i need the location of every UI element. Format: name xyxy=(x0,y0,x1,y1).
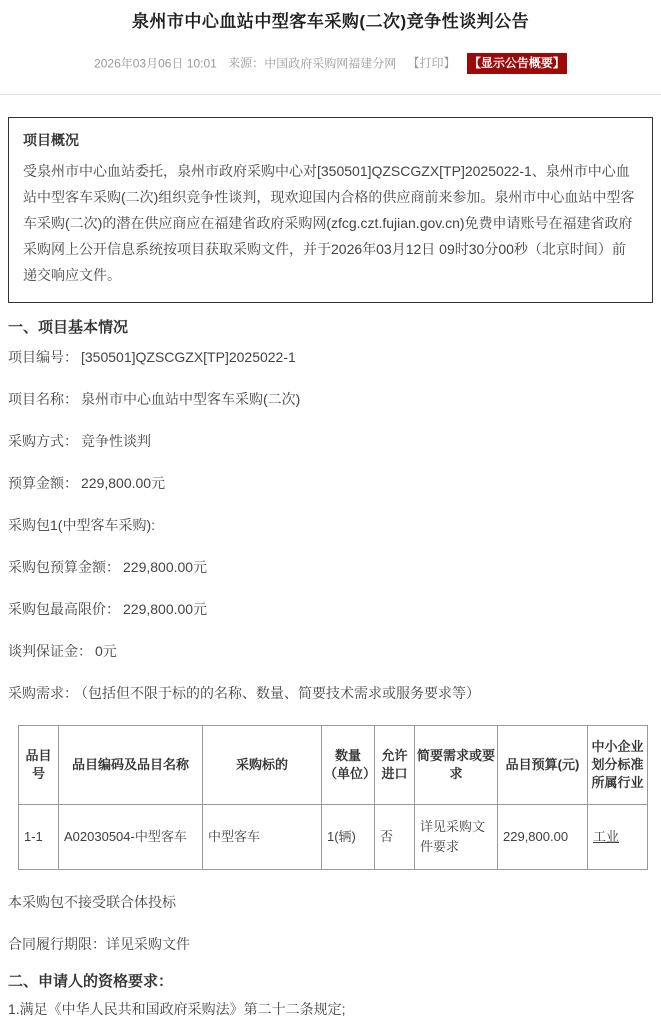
cell-sme-industry xyxy=(588,805,648,870)
project-overview-box xyxy=(8,117,653,303)
field-value: （包括但不限于标的的名称、数量、简要技术需求或服务要求等） xyxy=(81,685,480,701)
cell-procurement-target: 中型客车 xyxy=(203,805,322,870)
cell-item-budget: 229,800.00 xyxy=(498,805,588,870)
field-negotiation-deposit xyxy=(8,641,653,662)
qualification-item-1: 1.满足《中华人民共和国政府采购法》第二十二条规定; xyxy=(8,1001,346,1017)
contract-term-value: 详见采购文件 xyxy=(106,936,190,952)
field-package-price-cap xyxy=(8,599,653,620)
announcement-page xyxy=(0,10,661,1020)
field-label: 采购包最高限价： xyxy=(8,601,120,617)
col-import-allowed: 允许进口 xyxy=(375,726,415,805)
field-label: 项目名称： xyxy=(8,391,78,407)
source-name: 中国政府采购网福建分网 xyxy=(264,56,397,71)
field-value: 竞争性谈判 xyxy=(81,433,151,449)
section-basic-info-heading: 一、项目基本情况 xyxy=(8,319,129,336)
source-label: 来源： xyxy=(228,56,265,71)
col-quantity-unit: 数量（单位） xyxy=(322,726,375,805)
col-item-budget: 品目预算(元) xyxy=(498,726,588,805)
col-sme-industry: 中小企业划分标准所属行业 xyxy=(588,726,648,805)
field-label: 采购包预算金额： xyxy=(8,559,120,575)
col-item-no: 品目号 xyxy=(19,726,59,805)
contract-term-label: 合同履行期限： xyxy=(8,936,106,952)
col-procurement-target: 采购标的 xyxy=(203,726,322,805)
field-procurement-requirements xyxy=(8,683,653,704)
field-label: 预算金额： xyxy=(8,475,78,491)
table-row xyxy=(19,805,648,870)
items-table xyxy=(18,725,648,870)
show-summary-button[interactable]: 【显示公告概要】 xyxy=(467,53,567,74)
field-label: 谈判保证金： xyxy=(8,643,92,659)
field-value: [350501]QZSCGZX[TP]2025022-1 xyxy=(81,349,296,365)
col-item-code-name: 品目编码及品目名称 xyxy=(59,726,203,805)
table-header-row xyxy=(19,726,648,805)
field-package-1 xyxy=(8,515,653,536)
page-title: 泉州市中心血站中型客车采购(二次)竞争性谈判公告 xyxy=(131,12,530,31)
print-button[interactable]: 【打印】 xyxy=(407,56,456,70)
field-project-name xyxy=(8,389,653,410)
announcement-body xyxy=(0,317,661,1020)
field-label: 采购需求： xyxy=(8,685,78,701)
meta-line xyxy=(0,53,661,74)
field-procurement-method xyxy=(8,431,653,452)
cell-quantity-unit: 1(辆) xyxy=(322,805,375,870)
cell-brief-requirements: 详见采购文件要求 xyxy=(415,805,498,870)
publish-datetime: 2026年03月06日 10:01 xyxy=(94,56,217,71)
overview-heading: 项目概况 xyxy=(23,132,79,148)
field-budget-amount xyxy=(8,473,653,494)
cell-item-code-name: A02030504-中型客车 xyxy=(59,805,203,870)
field-value: 229,800.00元 xyxy=(81,475,166,491)
section-qualification-heading: 二、申请人的资格要求： xyxy=(8,973,174,990)
field-value: 泉州市中心血站中型客车采购(二次) xyxy=(81,391,301,407)
field-value: 229,800.00元 xyxy=(123,601,208,617)
cell-item-no: 1-1 xyxy=(19,805,59,870)
field-value: 0元 xyxy=(95,643,117,659)
col-brief-requirements: 简要需求或要求 xyxy=(415,726,498,805)
field-value: 229,800.00元 xyxy=(123,559,208,575)
field-label: 采购包1(中型客车采购): xyxy=(8,517,155,533)
field-package-budget xyxy=(8,557,653,578)
header-divider xyxy=(0,94,661,95)
cell-import-allowed: 否 xyxy=(375,805,415,870)
field-label: 项目编号： xyxy=(8,349,78,365)
note-contract-term xyxy=(8,934,653,955)
field-project-number xyxy=(8,347,653,368)
field-label: 采购方式： xyxy=(8,433,78,449)
note-no-consortium: 本采购包不接受联合体投标 xyxy=(8,894,176,910)
overview-body: 受泉州市中心血站委托，泉州市政府采购中心对[350501]QZSCGZX[TP]2025022-1、泉州市中心血站中型客车采购(二次)组织竞争性谈判，现欢迎国内合格的供应商前来参加。泉州市中心血站中型客车采购(二次)的潜在供应商应在福建省政府采购网(zfcg.czt.fujian.gov.cn)免费申请账号在福建省政府采购网上公开信息系统按项目获取采购文件，并于2026年03月12日 09时30分00秒（北京时间）前递交响应文件。 xyxy=(23,163,635,283)
industry-link[interactable]: 工业 xyxy=(593,829,620,844)
